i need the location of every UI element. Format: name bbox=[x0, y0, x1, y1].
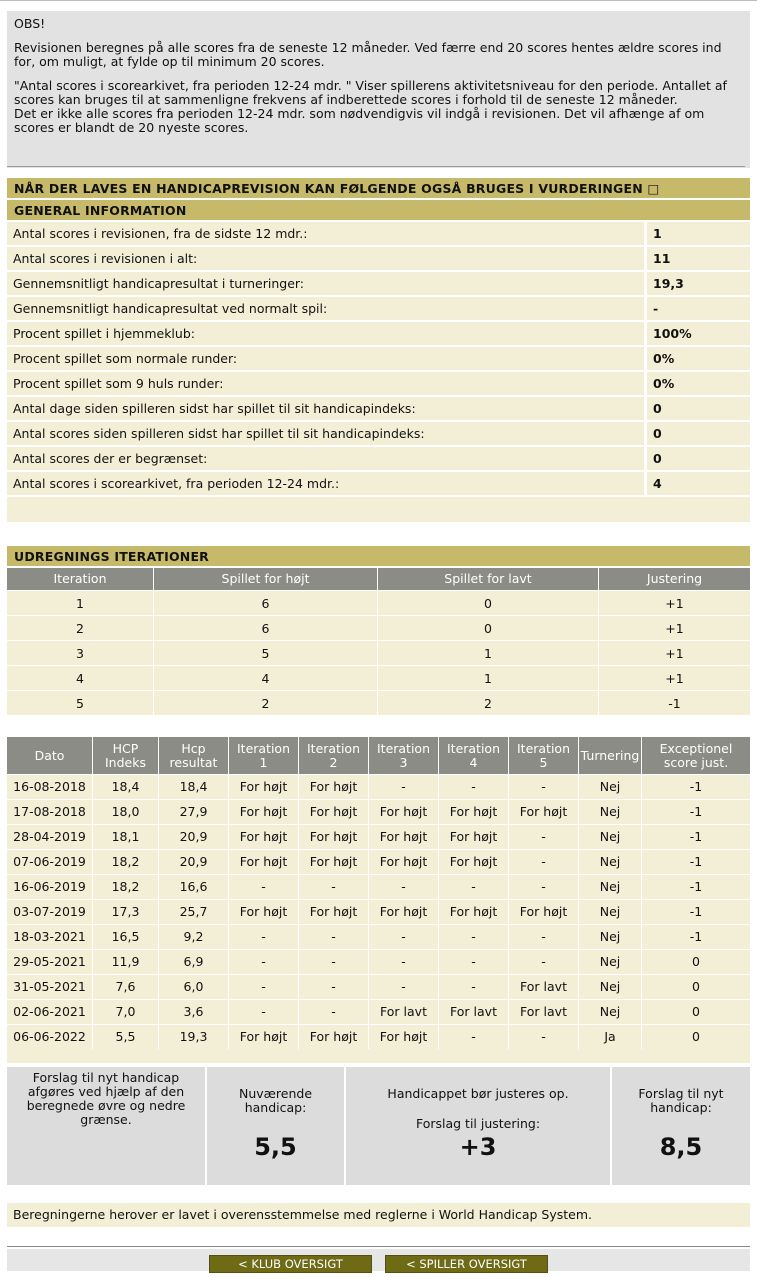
iteration-2-cell: For højt bbox=[299, 800, 369, 824]
iteration-2-cell: For højt bbox=[299, 850, 369, 874]
current-handicap-value: 5,5 bbox=[254, 1133, 297, 1161]
iteration-4-cell: - bbox=[439, 775, 509, 799]
tournament-cell: Nej bbox=[579, 950, 642, 974]
iteration-row bbox=[7, 590, 750, 615]
current-handicap-box bbox=[207, 1067, 346, 1185]
general-info-value: 0% bbox=[644, 347, 750, 370]
general-info-value: 0 bbox=[644, 397, 750, 420]
iteration-2-cell: - bbox=[299, 925, 369, 949]
iteration-5-cell: - bbox=[509, 1025, 579, 1049]
exceptional-adjust-cell: 0 bbox=[692, 1029, 700, 1044]
iteration-3-cell: - bbox=[369, 875, 439, 899]
general-info-value: 0 bbox=[644, 422, 750, 445]
iteration-4-cell: For højt bbox=[439, 900, 509, 924]
general-info-label: Antal scores der er begrænset: bbox=[7, 447, 644, 470]
hcp-index-cell: 5,5 bbox=[93, 1025, 159, 1049]
scores-header-line: Dato bbox=[34, 747, 65, 763]
hcp-index-cell: 18,4 bbox=[93, 775, 159, 799]
scores-header-iteration-1 bbox=[229, 737, 299, 774]
scores-header-line: 1 bbox=[259, 754, 268, 770]
new-handicap-label: Forslag til nyt handicap: bbox=[638, 1086, 724, 1115]
hcp-index-cell: 18,2 bbox=[93, 875, 159, 899]
date-cell: 18-03-2021 bbox=[7, 925, 93, 949]
too-high-count-cell: 2 bbox=[154, 691, 378, 715]
iteration-4-cell: - bbox=[439, 925, 509, 949]
iterations-header-iteration: Iteration bbox=[7, 568, 154, 590]
adjustment-value: +3 bbox=[459, 1133, 497, 1161]
hcp-index-cell: 17,3 bbox=[93, 900, 159, 924]
scores-header-line: resultat bbox=[169, 754, 218, 770]
too-high-count-cell: 6 bbox=[154, 591, 378, 615]
iteration-4-cell: For højt bbox=[439, 850, 509, 874]
adjustment-cell: -1 bbox=[668, 696, 681, 711]
scores-header-line: Turnering bbox=[580, 747, 640, 763]
general-info-row bbox=[7, 472, 750, 497]
hcp-index-cell: 16,5 bbox=[93, 925, 159, 949]
exceptional-adjust-cell: -1 bbox=[689, 929, 703, 944]
general-info-value: 0 bbox=[644, 447, 750, 470]
general-info-label: Antal scores i scorearkivet, fra perioden 12-24 mdr.: bbox=[7, 472, 644, 495]
scores-header-iteration-2 bbox=[299, 737, 369, 774]
bottom-band bbox=[7, 1249, 750, 1271]
iteration-4-cell: For højt bbox=[439, 800, 509, 824]
iteration-5-cell: For højt bbox=[509, 800, 579, 824]
general-info-row bbox=[7, 372, 750, 397]
iteration-5-cell: - bbox=[509, 850, 579, 874]
hcp-result-cell: 25,7 bbox=[159, 900, 229, 924]
obs-paragraph-1: Revisionen beregnes på alle scores fra de seneste 12 måneder. Ved færre end 20 scores hentes ældre scores ind for, om muligt, at fylde op til minimum 20 scores. bbox=[14, 40, 722, 69]
iterations-header bbox=[7, 568, 750, 590]
adjustment-box bbox=[346, 1067, 612, 1185]
date-cell: 17-08-2018 bbox=[7, 800, 93, 824]
general-info-label: Antal dage siden spilleren sidst har spillet til sit handicapindeks: bbox=[7, 397, 644, 420]
too-low-count-cell: 2 bbox=[378, 691, 599, 715]
general-info-label: Antal scores siden spilleren sidst har spillet til sit handicapindeks: bbox=[7, 422, 644, 445]
date-cell: 06-06-2022 bbox=[7, 1025, 93, 1049]
general-info-label: Procent spillet i hjemmeklub: bbox=[7, 322, 644, 345]
iteration-number-cell: 3 bbox=[7, 641, 154, 665]
scores-header-line: Iteration bbox=[306, 740, 361, 756]
date-cell: 31-05-2021 bbox=[7, 975, 93, 999]
scores-header-line: Iteration bbox=[516, 740, 571, 756]
exceptional-adjust-cell: -1 bbox=[689, 854, 703, 869]
general-info-value: 19,3 bbox=[644, 272, 750, 295]
iteration-row bbox=[7, 615, 750, 640]
iteration-1-cell: - bbox=[229, 950, 299, 974]
scores-header-line: HCP bbox=[112, 740, 139, 756]
iteration-1-cell: - bbox=[229, 1000, 299, 1024]
tournament-cell: Nej bbox=[579, 850, 642, 874]
date-cell: 16-08-2018 bbox=[7, 775, 93, 799]
general-information-padding bbox=[7, 497, 750, 522]
iteration-4-cell: For højt bbox=[439, 825, 509, 849]
iterations-title: UDREGNINGS ITERATIONER bbox=[7, 546, 750, 568]
hcp-result-cell: 20,9 bbox=[159, 850, 229, 874]
hcp-index-cell: 11,9 bbox=[93, 950, 159, 974]
too-high-count-cell: 6 bbox=[154, 616, 378, 640]
iteration-number-cell: 1 bbox=[7, 591, 154, 615]
iteration-2-cell: - bbox=[299, 1000, 369, 1024]
iteration-3-cell: - bbox=[369, 950, 439, 974]
date-cell: 03-07-2019 bbox=[7, 900, 93, 924]
general-information-rows bbox=[7, 222, 750, 497]
obs-paragraph-2b: Det er ikke alle scores fra perioden 12-24 mdr. som nødvendigvis vil indgå i revisionen. Det vil afhænge af om scores er blandt de 20 nyeste scores. bbox=[14, 106, 705, 135]
iteration-4-cell: - bbox=[439, 1025, 509, 1049]
hcp-result-cell: 18,4 bbox=[159, 775, 229, 799]
iteration-4-cell: - bbox=[439, 950, 509, 974]
general-info-label: Antal scores i revisionen, fra de sidste 12 mdr.: bbox=[7, 222, 644, 245]
score-row bbox=[7, 849, 750, 874]
iteration-3-cell: - bbox=[369, 775, 439, 799]
exceptional-adjust-cell: -1 bbox=[689, 779, 703, 794]
too-low-count-cell: 1 bbox=[378, 666, 599, 690]
iteration-3-cell: For højt bbox=[369, 1025, 439, 1049]
general-info-row bbox=[7, 297, 750, 322]
general-information-section bbox=[7, 178, 750, 522]
iteration-3-cell: - bbox=[369, 925, 439, 949]
general-info-row bbox=[7, 272, 750, 297]
adjustment-cell: +1 bbox=[665, 596, 684, 611]
iteration-1-cell: For højt bbox=[229, 1025, 299, 1049]
general-info-label: Gennemsnitligt handicapresultat ved normalt spil: bbox=[7, 297, 644, 320]
iteration-3-cell: For højt bbox=[369, 850, 439, 874]
iterations-header-too-low: Spillet for lavt bbox=[378, 568, 599, 590]
iteration-3-cell: - bbox=[369, 975, 439, 999]
exceptional-adjust-cell: -1 bbox=[689, 804, 703, 819]
score-row bbox=[7, 949, 750, 974]
date-cell: 07-06-2019 bbox=[7, 850, 93, 874]
adjustment-cell: +1 bbox=[665, 621, 684, 636]
scores-header-line: 3 bbox=[399, 754, 408, 770]
scores-header-hcp-result bbox=[159, 737, 229, 774]
general-info-row bbox=[7, 247, 750, 272]
scores-header-line: Exceptionel bbox=[659, 740, 733, 756]
general-information-title: GENERAL INFORMATION bbox=[7, 200, 750, 222]
score-row bbox=[7, 999, 750, 1024]
revision-header: NÅR DER LAVES EN HANDICAPREVISION KAN FØLGENDE OGSÅ BRUGES I VURDERINGEN □ bbox=[7, 178, 750, 200]
general-info-label: Procent spillet som normale runder: bbox=[7, 347, 644, 370]
iteration-1-cell: - bbox=[229, 925, 299, 949]
score-row bbox=[7, 874, 750, 899]
scores-header-line: Iteration bbox=[376, 740, 431, 756]
iteration-number-cell: 2 bbox=[7, 616, 154, 640]
hcp-index-cell: 18,0 bbox=[93, 800, 159, 824]
general-info-row bbox=[7, 222, 750, 247]
exceptional-adjust-cell: -1 bbox=[689, 879, 703, 894]
obs-notice bbox=[7, 11, 750, 168]
iteration-row bbox=[7, 640, 750, 665]
scores-header-iteration-4 bbox=[439, 737, 509, 774]
general-info-label: Procent spillet som 9 huls runder: bbox=[7, 372, 644, 395]
general-info-value: 4 bbox=[644, 472, 750, 495]
suggestion-intro-text: Forslag til nyt handicap afgøres ved hjælp af den beregnede øvre og nedre grænse. bbox=[26, 1070, 186, 1127]
iteration-2-cell: - bbox=[299, 950, 369, 974]
hcp-result-cell: 6,0 bbox=[159, 975, 229, 999]
scores-header-line: Hcp bbox=[181, 740, 206, 756]
club-overview-button[interactable]: < KLUB OVERSIGT bbox=[209, 1255, 372, 1273]
adjustment-text: Handicappet bør justeres op. bbox=[387, 1086, 569, 1101]
scores-padding bbox=[7, 1049, 750, 1063]
adjustment-cell: +1 bbox=[665, 646, 684, 661]
iteration-3-cell: For højt bbox=[369, 800, 439, 824]
scores-header-iteration-5 bbox=[509, 737, 579, 774]
iteration-row bbox=[7, 690, 750, 715]
general-info-value: 11 bbox=[644, 247, 750, 270]
general-info-value: - bbox=[644, 297, 750, 320]
tournament-cell: Ja bbox=[579, 1025, 642, 1049]
hcp-result-cell: 3,6 bbox=[159, 1000, 229, 1024]
iteration-2-cell: For højt bbox=[299, 775, 369, 799]
too-high-count-cell: 5 bbox=[154, 641, 378, 665]
top-divider bbox=[0, 0, 757, 1]
scores-table bbox=[7, 737, 750, 1063]
iteration-5-cell: - bbox=[509, 925, 579, 949]
iteration-5-cell: - bbox=[509, 775, 579, 799]
tournament-cell: Nej bbox=[579, 800, 642, 824]
exceptional-adjust-cell: -1 bbox=[689, 904, 703, 919]
iteration-5-cell: - bbox=[509, 950, 579, 974]
scores-header-line: Iteration bbox=[446, 740, 501, 756]
iteration-2-cell: For højt bbox=[299, 900, 369, 924]
too-low-count-cell: 0 bbox=[378, 591, 599, 615]
iteration-row bbox=[7, 665, 750, 690]
hcp-index-cell: 7,0 bbox=[93, 1000, 159, 1024]
tournament-cell: Nej bbox=[579, 1000, 642, 1024]
general-info-row bbox=[7, 422, 750, 447]
iterations-header-too-high: Spillet for højt bbox=[154, 568, 378, 590]
obs-divider bbox=[7, 166, 745, 167]
new-handicap-value: 8,5 bbox=[659, 1133, 703, 1161]
general-info-value: 1 bbox=[644, 222, 750, 245]
hcp-result-cell: 27,9 bbox=[159, 800, 229, 824]
tournament-cell: Nej bbox=[579, 975, 642, 999]
date-cell: 28-04-2019 bbox=[7, 825, 93, 849]
tournament-cell: Nej bbox=[579, 900, 642, 924]
general-info-row bbox=[7, 397, 750, 422]
iteration-3-cell: For højt bbox=[369, 900, 439, 924]
iteration-5-cell: - bbox=[509, 875, 579, 899]
tournament-cell: Nej bbox=[579, 825, 642, 849]
score-row bbox=[7, 824, 750, 849]
hcp-result-cell: 6,9 bbox=[159, 950, 229, 974]
date-cell: 16-06-2019 bbox=[7, 875, 93, 899]
adjustment-cell: +1 bbox=[665, 671, 684, 686]
adjustment-label: Forslag til justering: bbox=[415, 1116, 541, 1131]
iteration-5-cell: For lavt bbox=[509, 1000, 579, 1024]
tournament-cell: Nej bbox=[579, 775, 642, 799]
exceptional-adjust-cell: 0 bbox=[692, 1004, 700, 1019]
scores-header-line: 2 bbox=[329, 754, 338, 770]
hcp-result-cell: 19,3 bbox=[159, 1025, 229, 1049]
iteration-4-cell: - bbox=[439, 975, 509, 999]
general-info-row bbox=[7, 347, 750, 372]
too-low-count-cell: 1 bbox=[378, 641, 599, 665]
obs-title: OBS! bbox=[14, 16, 46, 31]
bottom-divider bbox=[7, 1246, 750, 1247]
hcp-result-cell: 9,2 bbox=[159, 925, 229, 949]
iteration-2-cell: For højt bbox=[299, 1025, 369, 1049]
general-info-value: 0% bbox=[644, 372, 750, 395]
scores-rows bbox=[7, 774, 750, 1049]
scores-header-exceptional-adjust bbox=[642, 737, 750, 774]
score-row bbox=[7, 799, 750, 824]
score-row bbox=[7, 1024, 750, 1049]
iteration-number-cell: 4 bbox=[7, 666, 154, 690]
iteration-1-cell: For højt bbox=[229, 900, 299, 924]
date-cell: 02-06-2021 bbox=[7, 1000, 93, 1024]
iteration-1-cell: For højt bbox=[229, 800, 299, 824]
iteration-1-cell: For højt bbox=[229, 775, 299, 799]
hcp-result-cell: 16,6 bbox=[159, 875, 229, 899]
iteration-number-cell: 5 bbox=[7, 691, 154, 715]
hcp-result-cell: 20,9 bbox=[159, 825, 229, 849]
iteration-1-cell: For højt bbox=[229, 825, 299, 849]
date-cell: 29-05-2021 bbox=[7, 950, 93, 974]
iteration-5-cell: - bbox=[509, 825, 579, 849]
scores-header-iteration-3 bbox=[369, 737, 439, 774]
hcp-index-cell: 18,2 bbox=[93, 850, 159, 874]
general-info-row bbox=[7, 322, 750, 347]
hcp-index-cell: 18,1 bbox=[93, 825, 159, 849]
scores-header-line: score just. bbox=[663, 754, 729, 770]
iteration-1-cell: - bbox=[229, 875, 299, 899]
iteration-2-cell: For højt bbox=[299, 825, 369, 849]
iteration-1-cell: - bbox=[229, 975, 299, 999]
new-handicap-box bbox=[612, 1067, 750, 1185]
iterations-rows bbox=[7, 590, 750, 715]
general-info-value: 100% bbox=[644, 322, 750, 345]
too-high-count-cell: 4 bbox=[154, 666, 378, 690]
score-row bbox=[7, 899, 750, 924]
iteration-4-cell: - bbox=[439, 875, 509, 899]
handicap-suggestion-panel bbox=[7, 1067, 750, 1185]
iteration-5-cell: For højt bbox=[509, 900, 579, 924]
iteration-2-cell: - bbox=[299, 975, 369, 999]
scores-header-hcp-index bbox=[93, 737, 159, 774]
iteration-1-cell: For højt bbox=[229, 850, 299, 874]
score-row bbox=[7, 924, 750, 949]
scores-header-tournament bbox=[579, 737, 642, 774]
iterations-section bbox=[7, 546, 750, 715]
iterations-header-adjustment: Justering bbox=[646, 571, 703, 586]
score-row bbox=[7, 774, 750, 799]
current-handicap-label: Nuværende handicap: bbox=[238, 1086, 313, 1115]
suggestion-intro bbox=[7, 1067, 207, 1185]
iteration-5-cell: For lavt bbox=[509, 975, 579, 999]
too-low-count-cell: 0 bbox=[378, 616, 599, 640]
score-row bbox=[7, 974, 750, 999]
tournament-cell: Nej bbox=[579, 875, 642, 899]
rules-note: Beregningerne herover er lavet i overensstemmelse med reglerne i World Handicap System. bbox=[7, 1203, 750, 1227]
tournament-cell: Nej bbox=[579, 925, 642, 949]
hcp-index-cell: 7,6 bbox=[93, 975, 159, 999]
scores-header-line: 5 bbox=[539, 754, 548, 770]
general-info-row bbox=[7, 447, 750, 472]
obs-paragraph-2a: "Antal scores i scorearkivet, fra perioden 12-24 mdr. " Viser spillerens aktivitetsniveau for den periode. Antallet af scores kan bruges til at sammenligne frekvens af indberettede scores i forhold til de seneste 12 måneder. bbox=[14, 78, 727, 107]
scores-header-date bbox=[7, 737, 93, 774]
scores-header-line: 4 bbox=[469, 754, 478, 770]
scores-header-line: Iteration bbox=[236, 740, 291, 756]
exceptional-adjust-cell: 0 bbox=[692, 954, 700, 969]
scores-header bbox=[7, 737, 750, 774]
general-info-label: Gennemsnitligt handicapresultat i turneringer: bbox=[7, 272, 644, 295]
iteration-3-cell: For højt bbox=[369, 825, 439, 849]
general-info-label: Antal scores i revisionen i alt: bbox=[7, 247, 644, 270]
iteration-3-cell: For lavt bbox=[369, 1000, 439, 1024]
iteration-2-cell: - bbox=[299, 875, 369, 899]
iteration-4-cell: For lavt bbox=[439, 1000, 509, 1024]
exceptional-adjust-cell: -1 bbox=[689, 829, 703, 844]
exceptional-adjust-cell: 0 bbox=[692, 979, 700, 994]
scores-header-line: Indeks bbox=[105, 754, 146, 770]
player-overview-button[interactable]: < SPILLER OVERSIGT bbox=[385, 1255, 548, 1273]
